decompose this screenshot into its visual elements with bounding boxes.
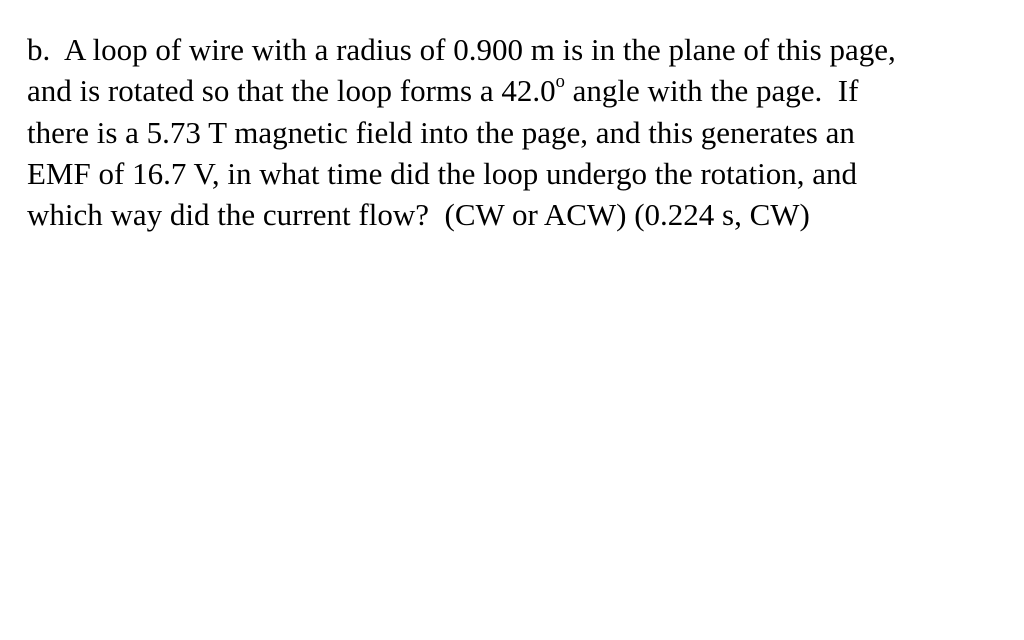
problem-text [27,29,1007,235]
problem-line-3: there is a 5.73 T magnetic field into the page, and this generates an [27,114,855,150]
problem-line-1: b. A loop of wire with a radius of 0.900 m is in the plane of this page, [27,32,896,67]
problem-line-2 [27,70,1007,111]
problem-line-2-start: and is rotated so that the loop forms a 42.0 [27,73,556,109]
degree-superscript: o [555,71,565,93]
problem-line-4: EMF of 16.7 V, in what time did the loop undergo the rotation, and [27,155,858,191]
problem-line-5: which way did the current flow? (CW or ACW) (0.224 s, CW) [27,197,810,233]
problem-line-2-end: angle with the page. If [564,73,859,109]
